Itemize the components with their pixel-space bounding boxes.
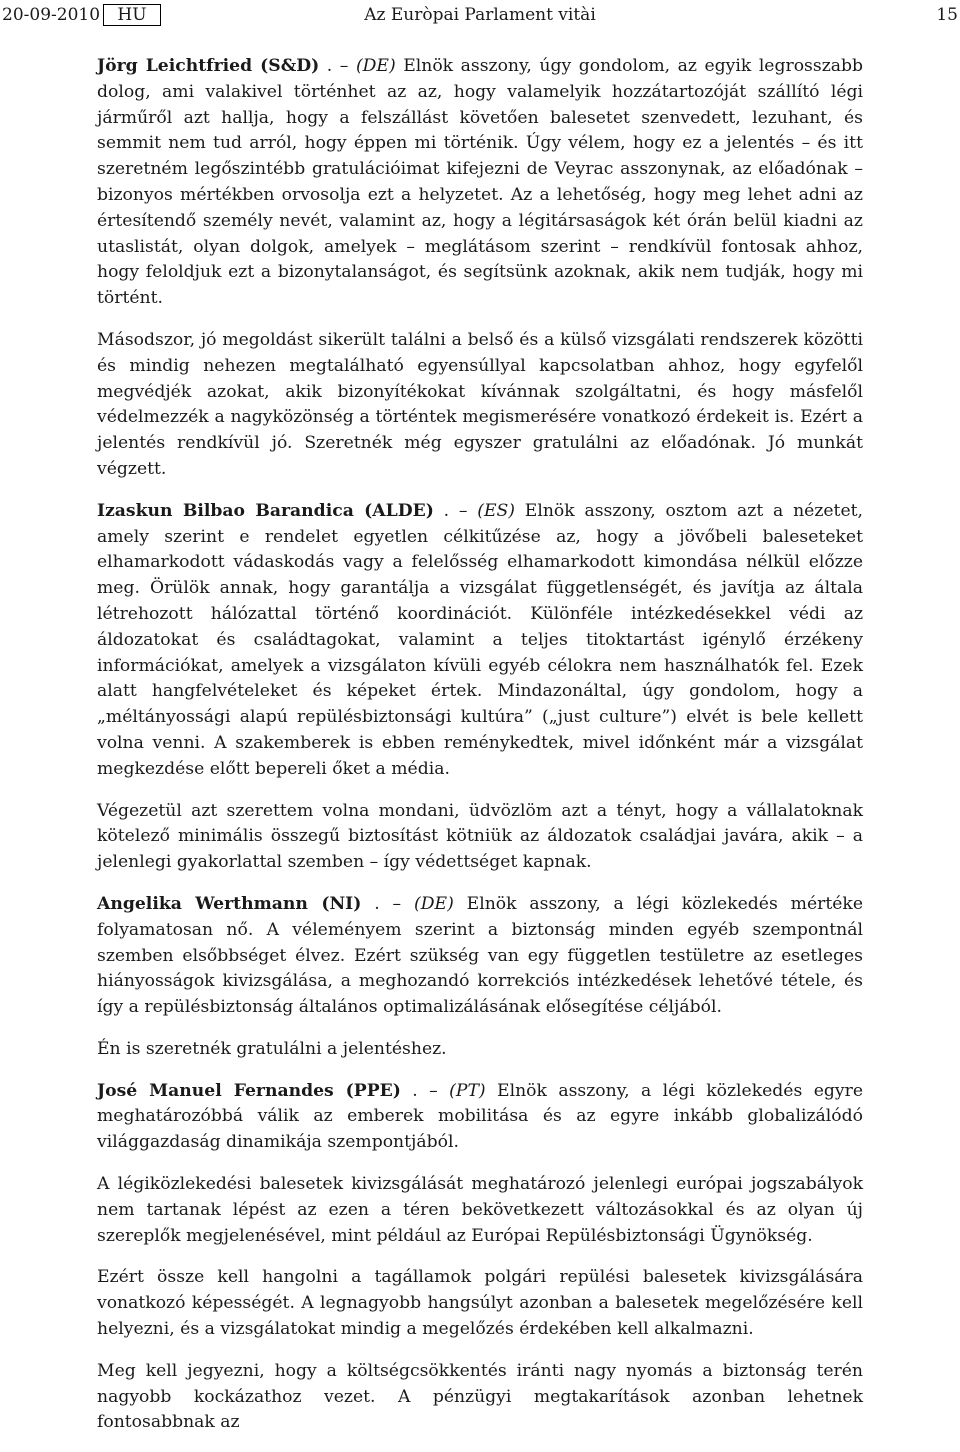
paragraph-text: Elnök asszony, úgy gondolom, az egyik legrosszabb dolog, ami valakivel történhet az az, hogy valamelyik hozzátartozóját szállító légi járműről azt hallja, hogy a felszállást követően balesetet szenvedett, lezuhant, és semmit nem tud arról, hogy éppen mi történik. Úgy vélem, hogy ez a jelentés – és itt szeretném legőszintébb gratulációimat kifejezni de Veyrac asszonynak, az előadónak – bizonyos mértékben orvosolja ezt a helyzetet. Az a lehetőség, hogy meg lehet adni az értesítendő személy nevét, valamint az, hogy a légitársaságok két órán belül kiadni az utaslistát, olyan dolgok, amelyek – meglátásom szerint – rendkívül fontosak ahhoz, hogy feloldjuk ezt a bizonytalanságot, és segítsünk azoknak, akik nem tudják, hogy mi történt. bbox=[97, 56, 863, 309]
language-tag: (DE) bbox=[355, 56, 396, 76]
separator: . – bbox=[319, 56, 356, 76]
paragraph-text: Én is szeretnék gratulálni a jelentéshez. bbox=[97, 1038, 447, 1059]
page-header bbox=[0, 0, 960, 30]
language-tag: (DE) bbox=[414, 893, 454, 914]
document-title: Az Euròpai Parlament vitài bbox=[364, 5, 596, 25]
document-body bbox=[97, 54, 863, 1452]
language-tag: (ES) bbox=[477, 500, 515, 521]
language-tag: (PT) bbox=[449, 1080, 486, 1101]
paragraph-text: Elnök asszony, a légi közlekedés mértéke folyamatosan nő. A véleményem szerint a biztonság minden egyéb szempontnál szemben elsőbbséget élvez. Ezért szükség van egy független testületre az esetleges hiányosságok kivizsgálása, a meghozandó korrekciós intézkedések lehetővé tétele, és így a repülésbiztonság általános optimalizálásának elősegítése céljából. bbox=[97, 893, 863, 1018]
speaker-name: Jörg Leichtfried (S&D) bbox=[97, 56, 320, 76]
paragraph-text: Elnök asszony, a légi közlekedés egyre meghatározóbbá válik az emberek mobilitása és az egyre inkább globalizálódó világgazdaság dinamikája szempontjából. bbox=[97, 1080, 863, 1153]
paragraph bbox=[97, 328, 863, 483]
paragraph-text: Meg kell jegyezni, hogy a költségcsökkentés iránti nagy nyomás a biztonság terén nagyobb kockázathoz vezet. A pénzügyi megtakarítások azonban lehetnek fontosabbnak az bbox=[97, 1360, 863, 1433]
paragraph-speech-werthmann bbox=[97, 892, 863, 1021]
paragraph-speech-bilbao-barandica bbox=[97, 499, 863, 783]
separator: . – bbox=[361, 893, 415, 914]
paragraph-text: A légiközlekedési balesetek kivizsgálását meghatározó jelenlegi európai jogszabályok nem tartanak lépést az ezen a téren bekövetkezett változásokkal és az olyan új szereplők megjelenésével, mint például az Európai Repülésbiztonsági Ügynökség. bbox=[97, 1174, 863, 1246]
paragraph bbox=[97, 799, 863, 876]
language-badge: HU bbox=[103, 4, 161, 26]
paragraph bbox=[97, 1265, 863, 1342]
paragraph bbox=[97, 1037, 863, 1063]
page-number: 15 bbox=[936, 5, 958, 25]
speaker-name: Izaskun Bilbao Barandica (ALDE) bbox=[97, 500, 434, 521]
paragraph bbox=[97, 1359, 863, 1436]
paragraph-text: Végezetül azt szerettem volna mondani, üdvözlöm azt a tényt, hogy a vállalatoknak kötelező minimális összegű biztosítást kötniük az áldozatok családjai javára, akik – a jelenlegi gyakorlattal szemben – így védettséget kapnak. bbox=[97, 800, 863, 873]
paragraph-speech-fernandes bbox=[97, 1079, 863, 1156]
paragraph bbox=[97, 1172, 863, 1249]
separator: . – bbox=[433, 500, 478, 521]
paragraph-text: Ezért össze kell hangolni a tagállamok polgári repülési balesetek kivizsgálására vonatkozó képességét. A legnagyobb hangsúlyt azonban a balesetek megelőzésére kell helyezni, és a vizsgálatokat mindig a megelőzés érdekében kell alkalmazni. bbox=[97, 1267, 863, 1340]
header-date: 20-09-2010 bbox=[2, 5, 101, 25]
paragraph-text: Elnök asszony, osztom azt a nézetet, amely szerint e rendelet egyetlen célkitűzése az, hogy a jövőbeli baleseteket elhamarkodott vádaskodás vagy a felelősség elhamarkodott kimondása nélkül előzze meg. Örülök annak, hogy garantálja a vizsgálat függetlenségét, és javítja az általa létrehozott hálózattal történő koordinációt. Különféle intézkedésekkel védi az áldozatokat és családtagokat, valamint a teljes titoktartást igénylő érzékeny információkat, amelyek a vizsgálaton kívüli egyéb célokra nem használhatók fel. Ezek alatt hangfelvételeket és képeket értek. Mindazonáltal, úgy gondolom, hogy a „méltányossági alapú repülésbiztonsági kultúra” („just culture”) elvét is bele kellett volna venni. A szakemberek is ebben reménykedtek, mivel időnként már a vizsgálat megkezdése előtt bepereli őket a média. bbox=[97, 500, 863, 779]
paragraph-text: Másodszor, jó megoldást sikerült találni a belső és a külső vizsgálati rendszerek közötti és mindig nehezen megtalálható egyensúllyal kapcsolatban ahhoz, hogy egyfelől megvédjék azokat, akik bizonyítékokat kívánnak szolgáltatni, és hogy másfelől védelmezzék a nagyközönség a történtek megismerésére vonatkozó érdekeit is. Ezért a jelentés rendkívül jó. Szeretnék még egyszer gratulálni az előadónak. Jó munkát végzett. bbox=[97, 329, 863, 479]
separator: . – bbox=[400, 1080, 450, 1101]
speaker-name: José Manuel Fernandes (PPE) bbox=[97, 1080, 401, 1101]
paragraph-speech-leichtfried bbox=[97, 54, 863, 312]
speaker-name: Angelika Werthmann (NI) bbox=[97, 893, 362, 914]
